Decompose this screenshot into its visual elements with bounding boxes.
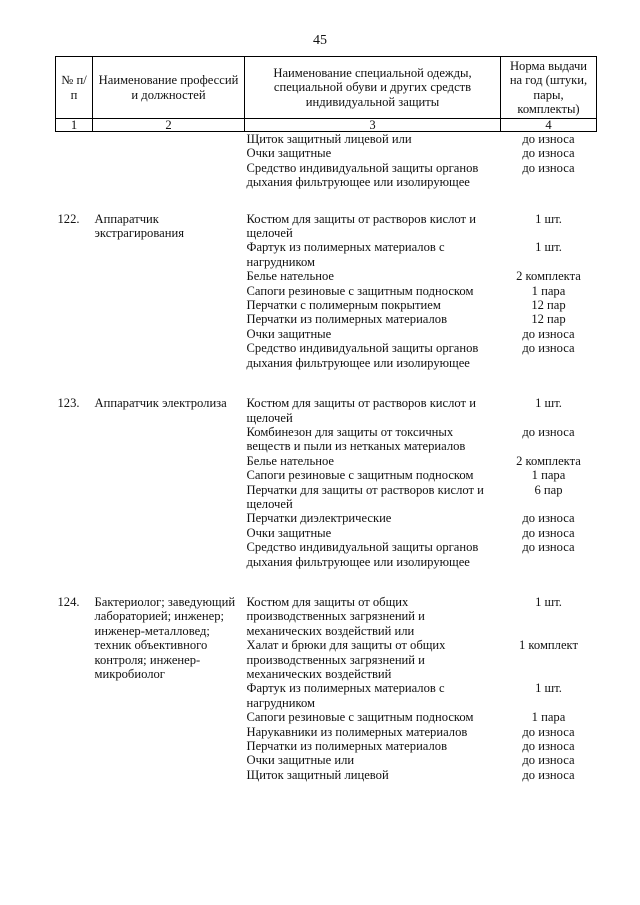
equipment-item: Сапоги резиновые с защитным подноском: [246, 468, 474, 483]
issue-norm: 1 шт.: [535, 594, 562, 609]
equipment-item: Очки защитные: [246, 146, 332, 161]
equipment-item: Щиток защитный лицевой или: [246, 132, 412, 146]
equipment-item: Перчатки из полимерных материалов: [246, 312, 448, 327]
spacer-cell: [56, 190, 597, 212]
equipment-item: Средство индивидуальной защиты органов дыхания фильтрующее или изолирующее: [246, 341, 479, 370]
spacer-row: [56, 190, 597, 212]
equipment-item: Фартук из полимерных материалов с нагрудником: [246, 240, 445, 269]
equipment-item: Очки защитные или: [246, 753, 355, 768]
header-equipment: Наименование специальной одежды, специальной обуви и других средств индивидуальной защиты: [245, 57, 501, 119]
equipment-item: Костюм для защиты от общих производственных загрязнений и механических воздействий или: [246, 594, 425, 638]
equipment-item: Средство индивидуальной защиты органов дыхания фильтрующее или изолирующее: [246, 540, 479, 569]
table-row: [56, 146, 597, 160]
equipment-item: Нарукавники из полимерных материалов: [246, 724, 468, 739]
column-number-2: 2: [93, 119, 245, 132]
issue-norm: 1 пара: [531, 710, 566, 725]
issue-norm: 1 шт.: [535, 240, 562, 255]
spacer-cell: [56, 569, 597, 595]
issue-norm: до износа: [522, 739, 575, 754]
table-header: [56, 57, 597, 132]
equipment-item: Фартук из полимерных материалов с нагрудником: [246, 681, 445, 710]
issue-norm: 1 пара: [531, 283, 566, 298]
issue-norm: до износа: [522, 326, 575, 341]
issue-norm: 12 пар: [531, 312, 566, 327]
equipment-item: Сапоги резиновые с защитным подноском: [246, 710, 474, 725]
issue-norm: 6 пар: [534, 482, 563, 497]
profession-name: Аппаратчик электролиза: [94, 396, 227, 411]
table-row: [56, 212, 597, 241]
equipment-item: Очки защитные: [246, 525, 332, 540]
profession-name: [93, 161, 245, 190]
issue-norm: 1 шт.: [535, 211, 562, 226]
column-number-4: 4: [501, 119, 597, 132]
table-body: [56, 132, 597, 783]
equipment-item: Перчатки из полимерных материалов: [246, 739, 448, 754]
issue-norm: до износа: [522, 525, 575, 540]
equipment-item: Халат и брюки для защиты от общих производственных загрязнений и механических воздействий: [246, 638, 446, 681]
issue-norm: до износа: [522, 767, 575, 782]
issue-norm: 1 шт.: [535, 396, 562, 411]
page-number: 45: [313, 33, 327, 48]
ppe-norms-table: [55, 56, 597, 782]
entry-number: 123.: [57, 396, 80, 411]
issue-norm: до износа: [522, 132, 575, 146]
issue-norm: 2 комплекта: [516, 453, 581, 468]
spacer-cell: [56, 370, 597, 396]
issue-norm: 1 шт.: [535, 681, 562, 696]
issue-norm: до износа: [522, 753, 575, 768]
profession-name: Аппаратчик экстрагирования: [94, 211, 184, 241]
issue-norm: до износа: [522, 511, 575, 526]
equipment-item: Костюм для защиты от растворов кислот и щелочей: [246, 396, 476, 425]
table-row: [56, 132, 597, 147]
issue-norm: до износа: [522, 540, 575, 555]
profession-name: Бактериолог; заведующий лабораторией; инженер; инженер-металловед; техник объективного контроля; инженер-микробиолог: [94, 594, 236, 681]
profession-name: [93, 146, 245, 160]
header-norm: Норма выдачи на год (штуки, пары, комплекты): [501, 57, 597, 119]
profession-name: [93, 132, 245, 147]
issue-norm: до износа: [522, 341, 575, 356]
issue-norm: до износа: [522, 146, 575, 161]
header-profession: Наименование профессий и должностей: [93, 57, 245, 119]
table-row: [56, 595, 597, 638]
entry-number: 124.: [57, 594, 80, 609]
column-number-3: 3: [245, 119, 501, 132]
equipment-item: Белье нательное: [246, 269, 334, 284]
entry-number: [56, 161, 93, 190]
spacer-row: [56, 370, 597, 396]
equipment-item: Комбинезон для защиты от токсичных веществ и пыли из нетканых материалов: [246, 424, 466, 454]
equipment-item: Средство индивидуальной защиты органов дыхания фильтрующее или изолирующее: [246, 160, 479, 190]
table-row: [56, 161, 597, 190]
issue-norm: 1 комплект: [518, 638, 579, 653]
equipment-item: Костюм для защиты от растворов кислот и щелочей: [246, 211, 476, 241]
entry-number: 122.: [57, 211, 80, 226]
equipment-item: Перчатки диэлектрические: [246, 511, 392, 526]
table-row: [56, 396, 597, 425]
issue-norm: 2 комплекта: [516, 269, 581, 284]
equipment-item: Белье нательное: [246, 453, 334, 468]
issue-norm: до износа: [522, 724, 575, 739]
header-number: № п/п: [56, 57, 93, 119]
equipment-item: Перчатки для защиты от растворов кислот и щелочей: [246, 482, 484, 511]
spacer-row: [56, 569, 597, 595]
issue-norm: до износа: [522, 160, 575, 175]
equipment-item: Щиток защитный лицевой: [246, 767, 389, 782]
equipment-item: Перчатки с полимерным покрытием: [246, 298, 441, 313]
issue-norm: 1 пара: [531, 468, 566, 483]
equipment-item: Сапоги резиновые с защитным подноском: [246, 283, 474, 298]
issue-norm: 12 пар: [531, 298, 566, 313]
entry-number: [56, 146, 93, 160]
issue-norm: до износа: [522, 424, 575, 439]
column-number-1: 1: [56, 119, 93, 132]
entry-number: [56, 132, 93, 147]
equipment-item: Очки защитные: [246, 326, 332, 341]
